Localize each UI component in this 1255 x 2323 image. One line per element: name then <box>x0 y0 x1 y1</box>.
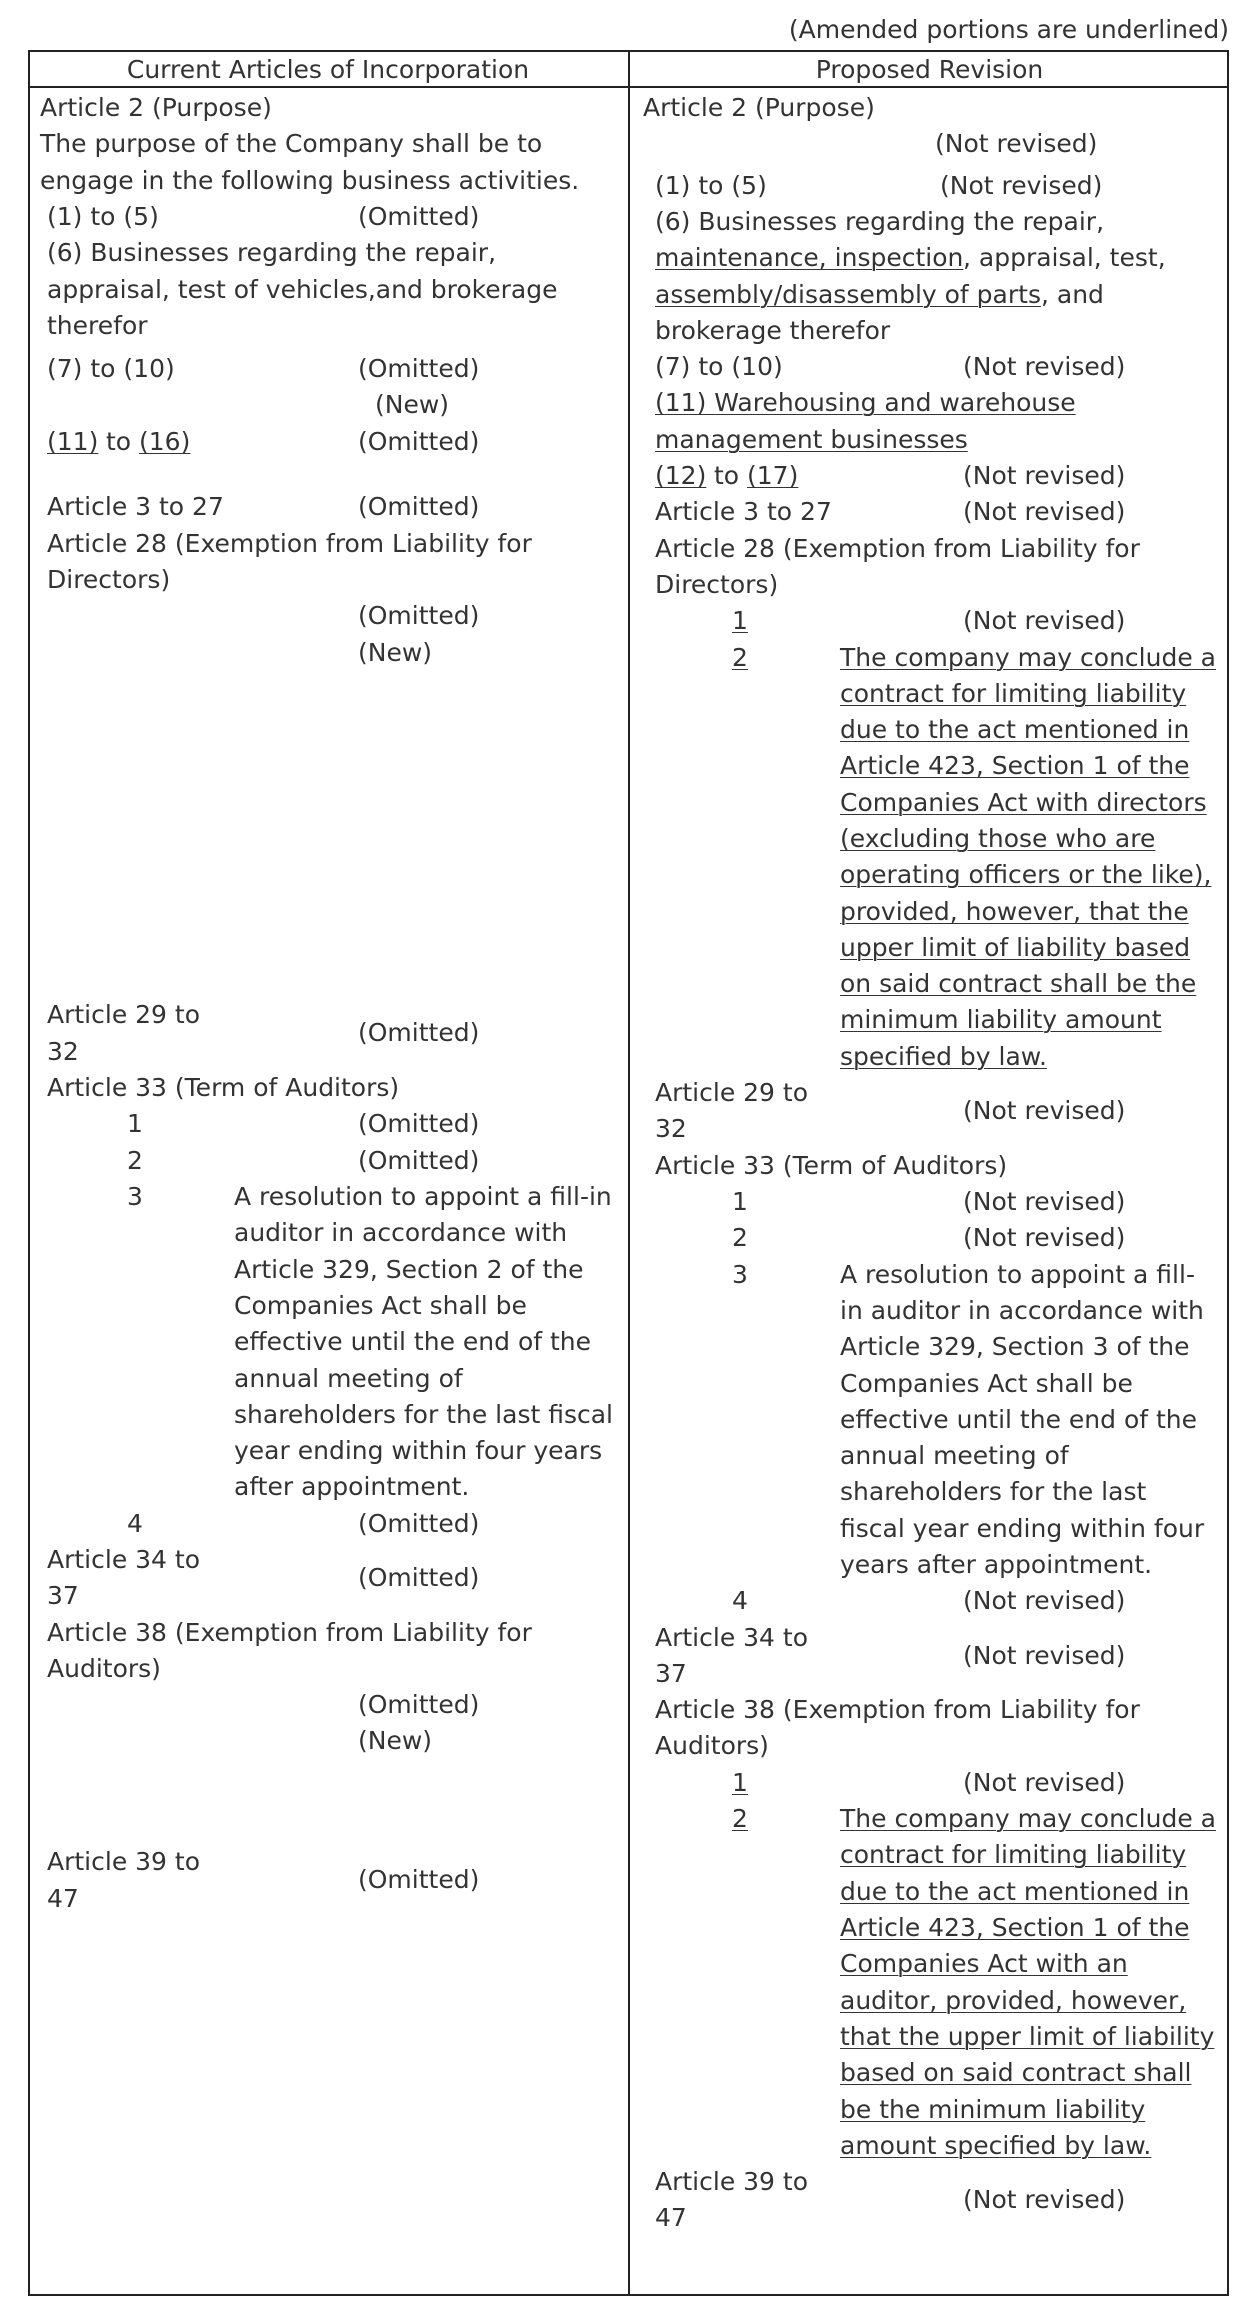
current-text-0: Article 2 (Purpose) <box>40 93 272 122</box>
current-text-50: (Omitted) <box>358 1865 480 1894</box>
current-text-19: (Omitted) <box>358 601 480 630</box>
proposed-text-7: assembly/disassembly of parts <box>655 280 1041 309</box>
current-text-42: 37 <box>47 1581 79 1610</box>
proposed-text-5: maintenance, inspection <box>655 243 964 272</box>
proposed-text-72: based on said contract shall <box>840 2058 1192 2087</box>
current-text-38: after appointment. <box>234 1472 470 1501</box>
header-proposed: Proposed Revision <box>815 55 1044 84</box>
column-divider <box>628 50 630 2296</box>
current-text-48: Article 39 to <box>47 1847 201 1876</box>
current-text-18: Directors) <box>47 565 171 594</box>
proposed-text-75: Article 39 to <box>655 2167 809 2196</box>
proposed-text-49: Companies Act shall be <box>840 1369 1133 1398</box>
current-text-25: 1 <box>127 1109 143 1138</box>
proposed-text-15: to <box>706 461 747 490</box>
current-text-14: (Omitted) <box>358 427 480 456</box>
proposed-text-62: 1 <box>732 1768 748 1797</box>
proposed-text-19: (Not revised) <box>963 497 1126 526</box>
current-text-27: 2 <box>127 1146 143 1175</box>
current-text-4: (Omitted) <box>358 202 480 231</box>
proposed-text-33: upper limit of liability based <box>840 933 1191 962</box>
current-text-29: 3 <box>127 1182 143 1211</box>
current-text-40: (Omitted) <box>358 1509 480 1538</box>
current-text-7: therefor <box>47 311 148 340</box>
proposed-text-27: due to the act mentioned in <box>840 715 1190 744</box>
proposed-text-53: fiscal year ending within four <box>840 1514 1205 1543</box>
proposed-text-28: Article 423, Section 1 of the <box>840 751 1190 780</box>
proposed-text-24: 2 <box>732 643 748 672</box>
current-text-13: (16) <box>139 427 191 456</box>
proposed-text-25: The company may conclude a <box>840 643 1216 672</box>
proposed-text-56: (Not revised) <box>963 1586 1126 1615</box>
proposed-text-20: Article 28 (Exemption from Liability for <box>655 534 1140 563</box>
proposed-text-52: shareholders for the last <box>840 1477 1147 1506</box>
current-text-5: (6) Businesses regarding the repair, <box>47 238 497 267</box>
proposed-text-34: on said contract shall be the <box>840 969 1197 998</box>
proposed-text-18: Article 3 to 27 <box>655 497 832 526</box>
current-text-41: Article 34 to <box>47 1545 201 1574</box>
proposed-text-22: 1 <box>732 606 748 635</box>
proposed-text-65: The company may conclude a <box>840 1804 1216 1833</box>
proposed-text-77: (Not revised) <box>963 2185 1126 2214</box>
proposed-text-16: (17) <box>747 461 799 490</box>
current-text-6: appraisal, test of vehicles,and brokerage <box>47 275 558 304</box>
current-text-20: (New) <box>358 638 433 667</box>
proposed-text-57: Article 34 to <box>655 1623 809 1652</box>
proposed-text-13: management businesses <box>655 425 968 454</box>
proposed-text-8: , and <box>1041 280 1104 309</box>
proposed-text-0: Article 2 (Purpose) <box>643 93 875 122</box>
proposed-text-70: auditor, provided, however, <box>840 1986 1187 2015</box>
proposed-text-74: amount specified by law. <box>840 2131 1152 2160</box>
proposed-text-60: Article 38 (Exemption from Liability for <box>655 1695 1140 1724</box>
proposed-text-38: 32 <box>655 1114 687 1143</box>
current-text-44: Article 38 (Exemption from Liability for <box>47 1618 532 1647</box>
current-text-21: Article 29 to <box>47 1000 201 1029</box>
proposed-text-14: (12) <box>655 461 707 490</box>
current-text-34: effective until the end of the <box>234 1327 592 1356</box>
proposed-text-63: (Not revised) <box>963 1768 1126 1797</box>
current-text-28: (Omitted) <box>358 1146 480 1175</box>
proposed-text-36: specified by law. <box>840 1042 1047 1071</box>
proposed-text-29: Companies Act with directors <box>840 788 1207 817</box>
proposed-text-3: (Not revised) <box>940 171 1103 200</box>
current-text-30: A resolution to appoint a fill-in <box>234 1182 612 1211</box>
proposed-text-30: (excluding those who are <box>840 824 1156 853</box>
current-text-17: Article 28 (Exemption from Liability for <box>47 529 532 558</box>
current-text-37: year ending within four years <box>234 1436 603 1465</box>
current-text-3: (1) to (5) <box>47 202 159 231</box>
proposed-text-50: effective until the end of the <box>840 1405 1198 1434</box>
proposed-text-6: , appraisal, test, <box>963 243 1166 272</box>
proposed-text-61: Auditors) <box>655 1731 769 1760</box>
proposed-text-31: operating officers or the like), <box>840 860 1212 889</box>
proposed-text-68: Article 423, Section 1 of the <box>840 1913 1190 1942</box>
current-text-45: Auditors) <box>47 1654 161 1683</box>
current-text-26: (Omitted) <box>358 1109 480 1138</box>
current-text-22: 32 <box>47 1037 79 1066</box>
header-current: Current Articles of Incorporation <box>126 55 530 84</box>
current-text-12: to <box>98 427 139 456</box>
proposed-text-37: Article 29 to <box>655 1078 809 1107</box>
proposed-text-35: minimum liability amount <box>840 1005 1162 1034</box>
proposed-text-59: (Not revised) <box>963 1641 1126 1670</box>
proposed-text-64: 2 <box>732 1804 748 1833</box>
proposed-text-26: contract for limiting liability <box>840 679 1187 708</box>
proposed-text-42: (Not revised) <box>963 1187 1126 1216</box>
proposed-text-51: annual meeting of <box>840 1441 1069 1470</box>
proposed-text-9: brokerage therefor <box>655 316 891 345</box>
proposed-text-73: be the minimum liability <box>840 2095 1146 2124</box>
proposed-text-47: in auditor in accordance with <box>840 1296 1204 1325</box>
current-text-11: (11) <box>47 427 99 456</box>
current-text-2: engage in the following business activities. <box>40 166 580 195</box>
current-text-43: (Omitted) <box>358 1563 480 1592</box>
proposed-text-54: years after appointment. <box>840 1550 1153 1579</box>
current-text-31: auditor in accordance with <box>234 1218 568 1247</box>
current-text-32: Article 329, Section 2 of the <box>234 1255 584 1284</box>
current-text-23: (Omitted) <box>358 1018 480 1047</box>
current-text-36: shareholders for the last fiscal <box>234 1400 614 1429</box>
proposed-text-71: that the upper limit of liability <box>840 2022 1215 2051</box>
proposed-text-55: 4 <box>732 1586 748 1615</box>
current-text-46: (Omitted) <box>358 1690 480 1719</box>
proposed-text-2: (1) to (5) <box>655 171 767 200</box>
proposed-text-43: 2 <box>732 1223 748 1252</box>
proposed-text-48: Article 329, Section 3 of the <box>840 1332 1190 1361</box>
proposed-text-66: contract for limiting liability <box>840 1840 1187 1869</box>
proposed-text-32: provided, however, that the <box>840 897 1189 926</box>
proposed-text-4: (6) Businesses regarding the repair, <box>655 207 1105 236</box>
current-text-15: Article 3 to 27 <box>47 492 224 521</box>
current-text-39: 4 <box>127 1509 143 1538</box>
current-text-1: The purpose of the Company shall be to <box>40 129 543 158</box>
current-text-10: (New) <box>375 390 450 419</box>
current-text-33: Companies Act shall be <box>234 1291 527 1320</box>
proposed-text-67: due to the act mentioned in <box>840 1877 1190 1906</box>
proposed-text-17: (Not revised) <box>963 461 1126 490</box>
proposed-text-58: 37 <box>655 1659 687 1688</box>
proposed-text-41: 1 <box>732 1187 748 1216</box>
current-text-24: Article 33 (Term of Auditors) <box>47 1073 400 1102</box>
proposed-text-11: (Not revised) <box>963 352 1126 381</box>
proposed-text-69: Companies Act with an <box>840 1949 1128 1978</box>
proposed-text-39: (Not revised) <box>963 1096 1126 1125</box>
current-text-47: (New) <box>358 1726 433 1755</box>
current-text-9: (Omitted) <box>358 354 480 383</box>
proposed-text-1: (Not revised) <box>935 129 1098 158</box>
amended-note: (Amended portions are underlined) <box>788 15 1229 44</box>
proposed-text-21: Directors) <box>655 570 779 599</box>
current-text-8: (7) to (10) <box>47 354 175 383</box>
proposed-text-44: (Not revised) <box>963 1223 1126 1252</box>
current-text-16: (Omitted) <box>358 492 480 521</box>
current-text-49: 47 <box>47 1884 79 1913</box>
proposed-text-46: A resolution to appoint a fill- <box>840 1260 1195 1289</box>
proposed-text-76: 47 <box>655 2203 687 2232</box>
current-text-35: annual meeting of <box>234 1364 463 1393</box>
proposed-text-12: (11) Warehousing and warehouse <box>655 388 1076 417</box>
proposed-text-45: 3 <box>732 1260 748 1289</box>
proposed-text-10: (7) to (10) <box>655 352 783 381</box>
proposed-text-40: Article 33 (Term of Auditors) <box>655 1151 1008 1180</box>
proposed-text-23: (Not revised) <box>963 606 1126 635</box>
